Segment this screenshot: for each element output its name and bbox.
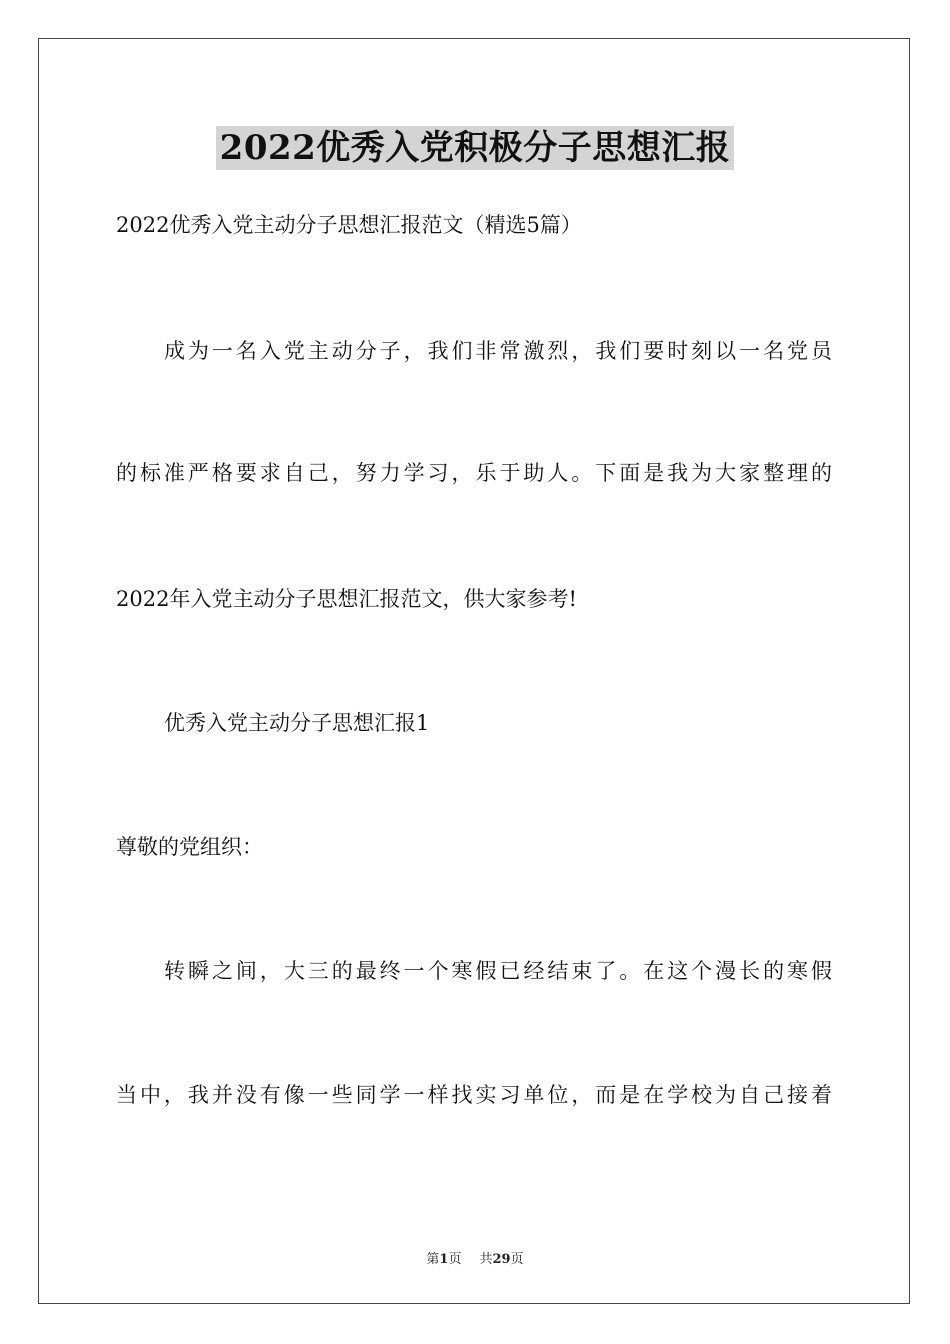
- footer-total-pages: 29: [492, 1252, 511, 1267]
- section-heading: 优秀入党主动分子思想汇报1: [164, 711, 430, 735]
- footer-page-prefix: 第: [426, 1252, 440, 1267]
- paragraph-line: 成为一名入党主动分子，我们非常激烈，我们要时刻以一名党员: [164, 339, 832, 363]
- document-title: 2022优秀入党积极分子思想汇报: [216, 126, 735, 170]
- page-footer: [0, 1248, 950, 1267]
- paragraph-line: 2022年入党主动分子思想汇报范文，供大家参考!: [116, 587, 577, 611]
- paragraph-line: 当中，我并没有像一些同学一样找实习单位，而是在学校为自己接着: [116, 1083, 832, 1107]
- footer-page-suffix: 页: [448, 1252, 462, 1267]
- salutation-line: 尊敬的党组织：: [116, 835, 263, 859]
- subtitle-line: 2022优秀入党主动分子思想汇报范文（精选5篇）: [116, 213, 582, 237]
- footer-total-suffix: 页: [510, 1252, 524, 1267]
- footer-total-prefix: 共: [479, 1252, 493, 1267]
- title-container: [0, 126, 950, 170]
- paragraph-line: 转瞬之间，大三的最终一个寒假已经结束了。在这个漫长的寒假: [164, 959, 832, 983]
- footer-page-number: 1: [439, 1252, 449, 1267]
- paragraph-line: 的标准严格要求自己，努力学习，乐于助人。下面是我为大家整理的: [116, 461, 832, 485]
